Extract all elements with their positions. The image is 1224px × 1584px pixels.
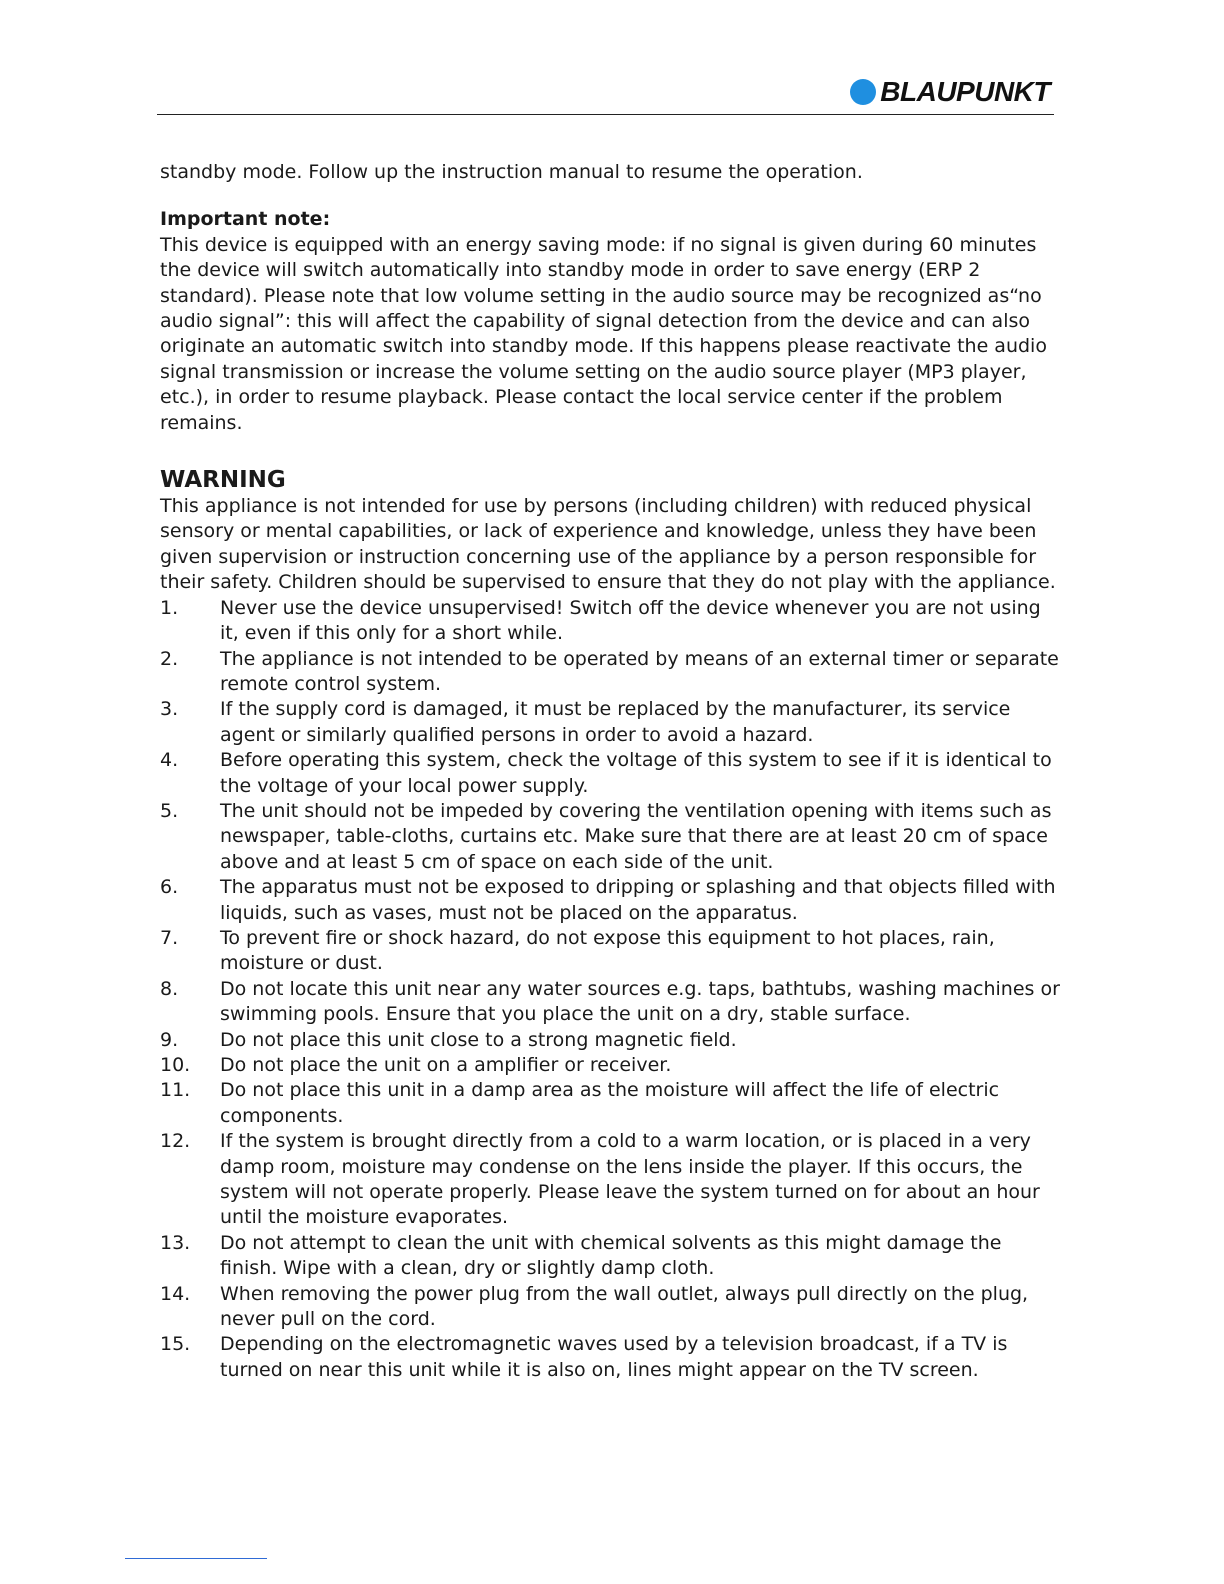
warning-heading: WARNING [160, 467, 286, 494]
item-number: 9. [160, 1028, 179, 1051]
list-item [160, 596, 1060, 647]
item-number: 10. [160, 1054, 191, 1076]
list-item [160, 1053, 1060, 1078]
list-item [160, 1282, 1060, 1333]
brand-logo [850, 76, 1050, 108]
list-item [160, 977, 1060, 1028]
list-item [160, 1129, 1060, 1231]
item-text: Do not place this unit close to a strong magnetic field. [220, 1028, 737, 1051]
item-number: 13. [160, 1231, 191, 1254]
list-item [160, 1231, 1060, 1282]
list-item [160, 1078, 1060, 1129]
item-number: 1. [160, 596, 179, 619]
item-text: Depending on the electromagnetic waves used by a television broadcast, if a TV is turned on near this unit while it is also on, lines might appear on the TV screen. [220, 1333, 1008, 1381]
list-item [160, 647, 1060, 698]
important-note-heading: Important note: [160, 208, 331, 231]
item-number: 12. [160, 1130, 191, 1153]
list-item [160, 1332, 1060, 1383]
item-text: Before operating this system, check the voltage of this system to see if it is identical to the voltage of your local power supply. [220, 749, 1052, 797]
item-number: 11. [160, 1079, 191, 1102]
item-text: Do not locate this unit near any water sources e.g. taps, bathtubs, washing machines or swimming pools. Ensure that you place the unit on a dry, stable surface. [220, 977, 1060, 1026]
important-note-body: This device is equipped with an energy saving mode: if no signal is given during 60 minutes the device will switch automatically into standby mode in order to save energy (ERP 2 standard). Please note that low volume setting in the audio source may be recognized as“no audio signal”: this will affect the capability of signal detection from the device and can also originate an automatic switch into standby mode. If this happens please reactivate the audio signal transmission or increase the volume setting on the audio source player (MP3 player, etc.), in order to resume playback. Please contact the local service center if the problem remains. [160, 233, 1047, 434]
item-number: 4. [160, 749, 179, 772]
item-number: 3. [160, 698, 179, 721]
item-number: 5. [160, 799, 179, 822]
brand-dot-icon [850, 79, 876, 105]
item-text: Do not place this unit in a damp area as the moisture will affect the life of electric components. [220, 1079, 1000, 1127]
list-item [160, 748, 1060, 799]
page-header [157, 70, 1054, 115]
list-item [160, 697, 1060, 748]
item-text: The apparatus must not be exposed to dripping or splashing and that objects filled with liquids, such as vases, must not be placed on the apparatus. [220, 876, 1056, 924]
item-number: 6. [160, 876, 179, 899]
item-number: 8. [160, 977, 179, 1000]
list-item [160, 799, 1060, 875]
item-text: The appliance is not intended to be operated by means of an external timer or separate remote control system. [220, 647, 1059, 695]
item-number: 2. [160, 647, 179, 670]
page-content [160, 160, 1060, 1383]
item-text: If the system is brought directly from a cold to a warm location, or is placed in a very damp room, moisture may condense on the lens inside the player. If this occurs, the system will not operate properly. Please leave the system turned on for about an hour until the moisture evaporates. [220, 1130, 1040, 1229]
item-text: To prevent fire or shock hazard, do not expose this equipment to hot places, rain, moisture or dust. [220, 926, 995, 975]
warning-list [160, 596, 1060, 1384]
item-text: If the supply cord is damaged, it must be replaced by the manufacturer, its service agent or similarly qualified persons in order to avoid a hazard. [220, 698, 1011, 746]
footer-divider [125, 1558, 267, 1559]
item-number: 7. [160, 926, 179, 949]
item-text: The unit should not be impeded by covering the ventilation opening with items such as newspaper, table-cloths, curtains etc. Make sure that there are at least 20 cm of space above and at least 5 cm of space on each side of the unit. [220, 799, 1052, 873]
item-text: Never use the device unsupervised! Switch off the device whenever you are not using it, even if this only for a short while. [220, 596, 1041, 645]
list-item [160, 875, 1060, 926]
item-number: 14. [160, 1282, 191, 1305]
intro-line: standby mode. Follow up the instruction manual to resume the operation. [160, 161, 863, 183]
item-text: Do not place the unit on a amplifier or receiver. [220, 1054, 672, 1076]
list-item [160, 926, 1060, 977]
warning-body: This appliance is not intended for use by persons (including children) with reduced physical sensory or mental capabilities, or lack of experience and knowledge, unless they have been given supervision or instruction concerning use of the appliance by a person responsible for their safety. Children should be supervised to ensure that they do not play with the appliance. [160, 495, 1056, 594]
item-text: Do not attempt to clean the unit with chemical solvents as this might damage the finish. Wipe with a clean, dry or slightly damp cloth. [220, 1231, 1002, 1280]
list-item [160, 1028, 1060, 1053]
brand-name: BLAUPUNKT [880, 76, 1050, 107]
item-text: When removing the power plug from the wall outlet, always pull directly on the plug, never pull on the cord. [220, 1282, 1029, 1331]
item-number: 15. [160, 1333, 191, 1356]
